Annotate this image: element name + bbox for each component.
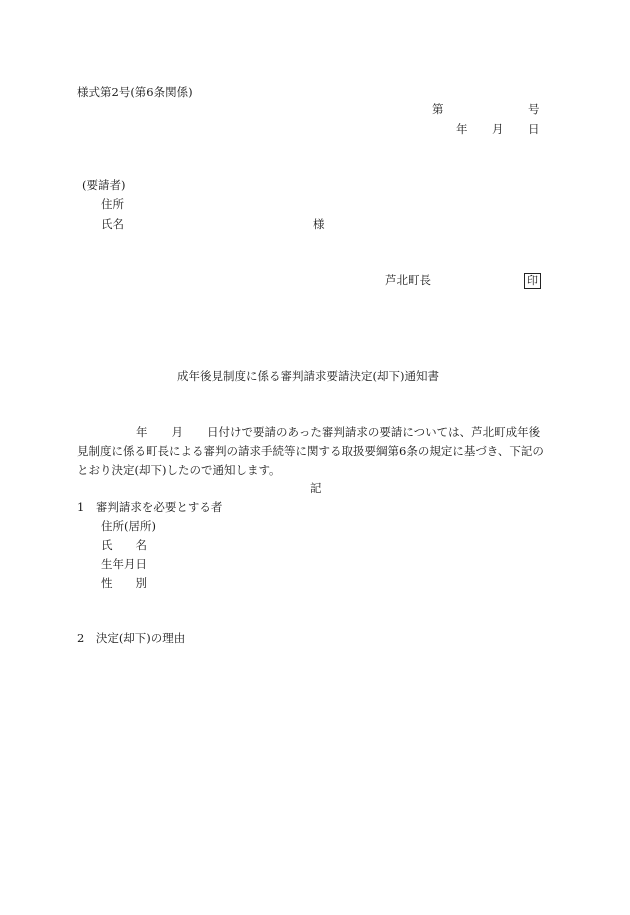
section2-heading: 2 決定(却下)の理由 xyxy=(77,631,186,645)
requester-name-label: 氏名 xyxy=(101,217,124,231)
issuer-title: 芦北町長 xyxy=(385,273,431,287)
body-line1-rest: 日付けで要請のあった審判請求の要請については、芦北町成年後 xyxy=(207,425,541,439)
ki-label: 記 xyxy=(310,481,322,495)
section1-item-address: 住所(居所) xyxy=(101,519,156,533)
section1-heading: 1 審判請求を必要とする者 xyxy=(77,500,223,514)
date-year: 年 xyxy=(456,122,468,136)
body-month: 月 xyxy=(171,425,183,439)
body-paragraph xyxy=(77,423,552,480)
number-go: 号 xyxy=(528,102,540,116)
date-day: 日 xyxy=(528,122,540,136)
section1-item-sex: 性 別 xyxy=(101,576,147,590)
date-month: 月 xyxy=(492,122,504,136)
section1-item-birthdate: 生年月日 xyxy=(101,557,147,571)
body-year: 年 xyxy=(136,425,148,439)
body-line3: とおり決定(却下)したので通知します。 xyxy=(77,463,281,477)
number-dai: 第 xyxy=(432,102,444,116)
document-title: 成年後見制度に係る審判請求要請決定(却下)通知書 xyxy=(177,369,439,383)
requester-honorific: 様 xyxy=(313,217,325,231)
requester-address-label: 住所 xyxy=(101,197,124,211)
form-label: 様式第2号(第6条関係) xyxy=(77,85,193,99)
requester-heading: (要請者) xyxy=(82,178,126,192)
body-line2: 見制度に係る町長による審判の請求手続等に関する取扱要綱第6条の規定に基づき、下記の xyxy=(77,444,544,458)
seal-mark: 印 xyxy=(524,273,541,289)
section1-item-name: 氏 名 xyxy=(101,538,147,552)
